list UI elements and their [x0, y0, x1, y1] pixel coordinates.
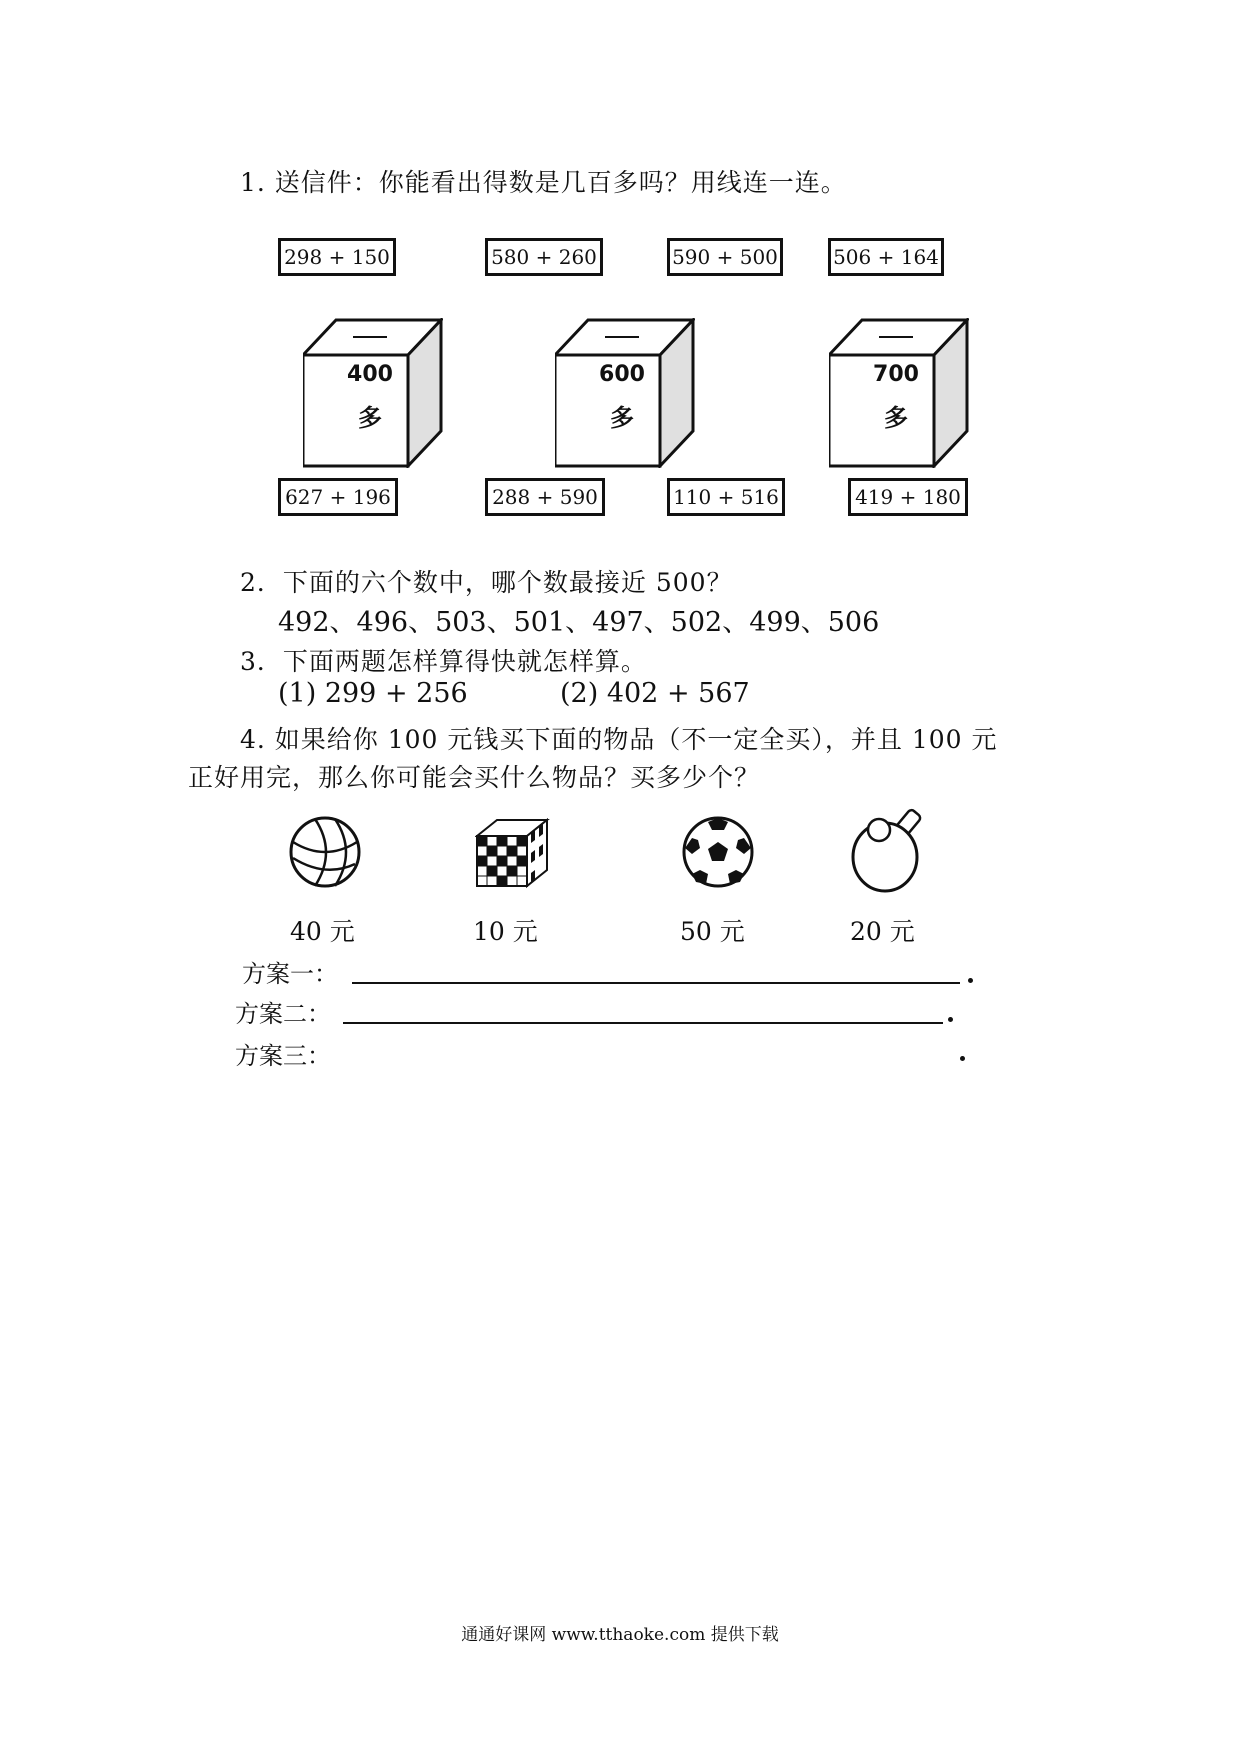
- plan-1-label: 方案一：: [242, 960, 338, 988]
- question-2-numbers: 492、496、503、501、497、502、499、506: [278, 607, 880, 638]
- question-1-text: 1. 送信件：你能看出得数是几百多吗？用线连一连。: [240, 168, 847, 197]
- mailbox-label: 多: [358, 403, 382, 432]
- mailbox-number: 700: [873, 362, 919, 387]
- basketball-icon: [285, 812, 375, 902]
- mailbox-shape: [829, 318, 969, 468]
- question-3-part-2: (2) 402 + 567: [560, 678, 750, 709]
- question-4-line-2: 正好用完，那么你可能会买什么物品？买多少个？: [188, 763, 761, 792]
- top-expression-2: 580 + 260: [485, 238, 603, 276]
- question-2-text: 2．下面的六个数中，哪个数最接近 500？: [240, 568, 733, 597]
- soccer-ball-icon: [678, 812, 768, 902]
- bottom-expression-3: 110 + 516: [667, 478, 785, 516]
- bottom-expression-1: 627 + 196: [278, 478, 398, 516]
- bottom-expression-4: 419 + 180: [848, 478, 968, 516]
- price-rubiks-cube: 10 元: [473, 917, 538, 946]
- plan-2-answer-line[interactable]: [343, 1022, 943, 1024]
- mailbox-shape: [555, 318, 695, 468]
- plan-3-label: 方案三：: [235, 1042, 331, 1070]
- mailbox-700: [829, 318, 969, 468]
- mailbox-600: [555, 318, 695, 468]
- mailbox-number: 600: [599, 362, 645, 387]
- mailbox-number: 400: [347, 362, 393, 387]
- plan-2-label: 方案二：: [235, 1000, 331, 1028]
- price-ping-pong-paddle: 20 元: [850, 917, 915, 946]
- price-basketball: 40 元: [290, 917, 355, 946]
- question-4-line-1: 4. 如果给你 100 元钱买下面的物品（不一定全买），并且 100 元: [240, 725, 998, 754]
- plan-3-period: [960, 1056, 965, 1061]
- mailbox-label: 多: [610, 403, 634, 432]
- plan-2-period: [948, 1017, 953, 1022]
- top-expression-3: 590 + 500: [667, 238, 783, 276]
- rubiks-cube-icon: [475, 816, 565, 906]
- question-3-part-1: (1) 299 + 256: [278, 678, 468, 709]
- bottom-expression-2: 288 + 590: [485, 478, 605, 516]
- plan-1-answer-line[interactable]: [352, 982, 960, 984]
- top-expression-1: 298 + 150: [278, 238, 396, 276]
- price-soccer-ball: 50 元: [680, 917, 745, 946]
- plan-1-period: [968, 978, 973, 983]
- ping-pong-paddle-icon: [845, 802, 935, 892]
- question-3-text: 3．下面两题怎样算得快就怎样算。: [240, 647, 647, 676]
- top-expression-4: 506 + 164: [828, 238, 944, 276]
- mailbox-shape: [303, 318, 443, 468]
- footer-text: 通通好课网 www.tthaoke.com 提供下载: [461, 1625, 779, 1645]
- mailbox-label: 多: [884, 403, 908, 432]
- mailbox-400: [303, 318, 443, 468]
